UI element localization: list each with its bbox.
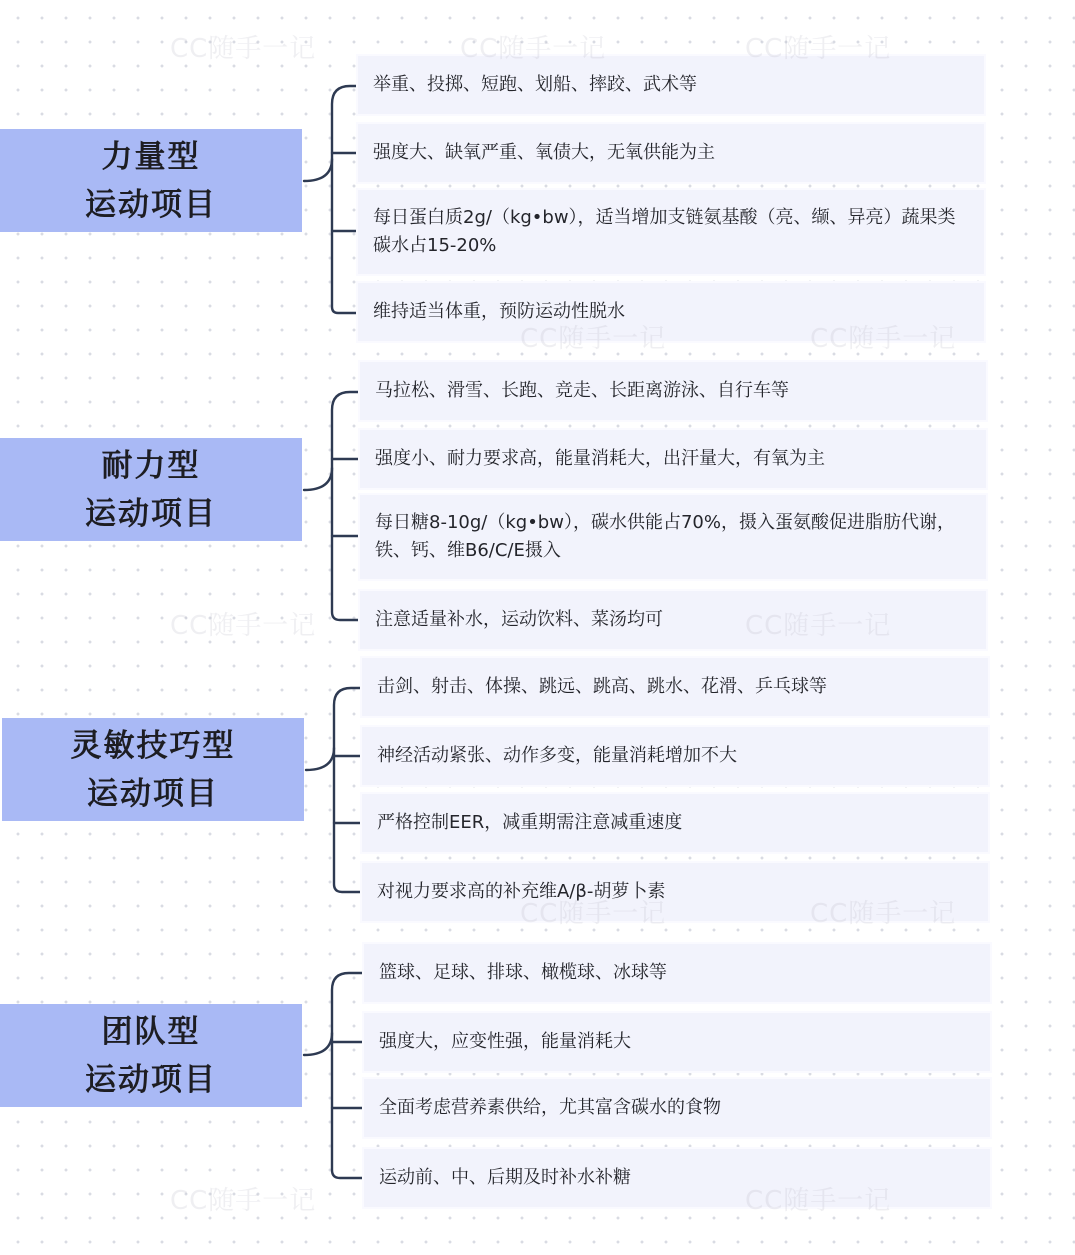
leaf-text: 马拉松、滑雪、长跑、竞走、长距离游泳、自行车等 <box>375 380 789 401</box>
leaf-text: 每日蛋白质2g/（kg•bw），适当增加支链氨基酸（亮、缬、异亮）蔬果类碳水占15-20% <box>373 207 956 256</box>
leaf-item <box>362 794 988 852</box>
connector-bracket <box>304 86 358 181</box>
leaf-text: 击剑、射击、体操、跳远、跳高、跳水、花滑、乒乓球等 <box>377 676 827 697</box>
connector-bracket <box>332 1033 364 1178</box>
connector-bracket <box>332 468 360 620</box>
leaf-text: 运动前、中、后期及时补水补糖 <box>379 1167 631 1188</box>
category-title-line1: 力量型 <box>101 138 201 175</box>
leaf-text: 强度大，应变性强，能量消耗大 <box>379 1031 631 1052</box>
leaf-item <box>362 863 988 921</box>
category-title-line2: 运动项目 <box>85 495 217 532</box>
category-strength <box>0 129 302 232</box>
watermark: CC随手一记 <box>460 34 607 64</box>
category-agility-skill <box>2 718 304 821</box>
leaf-text: 举重、投掷、短跑、划船、摔跤、武术等 <box>373 74 697 95</box>
leaf-item <box>362 658 988 716</box>
watermark: CC随手一记 <box>810 899 957 929</box>
leaf-item <box>362 727 988 785</box>
watermark: CC随手一记 <box>745 34 892 64</box>
leaf-text: 对视力要求高的补充维A/β-胡萝卜素 <box>377 881 666 902</box>
leaf-item <box>360 591 986 649</box>
leaf-text: 强度小、耐力要求高，能量消耗大，出汗量大，有氧为主 <box>375 448 825 469</box>
connector-bracket <box>304 973 364 1055</box>
leaf-item <box>358 190 984 274</box>
watermark: CC随手一记 <box>745 1186 892 1216</box>
leaf-item <box>364 1079 990 1137</box>
leaf-text: 注意适量补水，运动饮料、菜汤均可 <box>375 609 663 630</box>
category-title-line1: 团队型 <box>101 1013 201 1050</box>
category-title-line2: 运动项目 <box>87 775 219 812</box>
leaf-text: 强度大、缺氧严重、氧债大，无氧供能为主 <box>373 142 715 163</box>
leaf-text: 严格控制EER，减重期需注意减重速度 <box>377 812 683 833</box>
category-title-line1: 灵敏技巧型 <box>70 727 236 764</box>
leaf-text: 神经活动紧张、动作多变，能量消耗增加不大 <box>377 745 737 766</box>
category-title-line2: 运动项目 <box>85 1061 217 1098</box>
category-title-line2: 运动项目 <box>85 186 217 223</box>
leaf-text: 维持适当体重，预防运动性脱水 <box>373 301 625 322</box>
leaf-item <box>358 283 984 341</box>
category-title-line1: 耐力型 <box>101 447 201 484</box>
leaf-text: 篮球、足球、排球、橄榄球、冰球等 <box>379 962 667 983</box>
watermark: CC随手一记 <box>520 324 667 354</box>
leaf-item <box>364 1013 990 1071</box>
leaf-item <box>364 944 990 1002</box>
leaf-item <box>364 1149 990 1207</box>
watermark: CC随手一记 <box>170 611 317 641</box>
watermark: CC随手一记 <box>810 324 957 354</box>
connector-bracket <box>332 159 358 313</box>
watermark: CC随手一记 <box>170 34 317 64</box>
leaf-item <box>360 495 986 579</box>
watermark: CC随手一记 <box>745 611 892 641</box>
leaf-item <box>358 124 984 182</box>
watermark: CC随手一记 <box>170 1186 317 1216</box>
category-endurance <box>0 438 302 541</box>
connector-bracket <box>306 688 362 770</box>
leaf-text: 全面考虑营养素供给，尤其富含碳水的食物 <box>379 1097 721 1118</box>
connector-bracket <box>304 392 360 490</box>
leaf-item <box>360 362 986 420</box>
connector-bracket <box>334 748 362 892</box>
category-team <box>0 1004 302 1107</box>
leaf-item <box>360 430 986 488</box>
leaf-text: 每日糖8-10g/（kg•bw），碳水供能占70%，摄入蛋氨酸促进脂肪代谢，铁、钙、维B6/C/E摄入 <box>375 512 955 561</box>
watermark: CC随手一记 <box>520 899 667 929</box>
leaf-item <box>358 56 984 114</box>
